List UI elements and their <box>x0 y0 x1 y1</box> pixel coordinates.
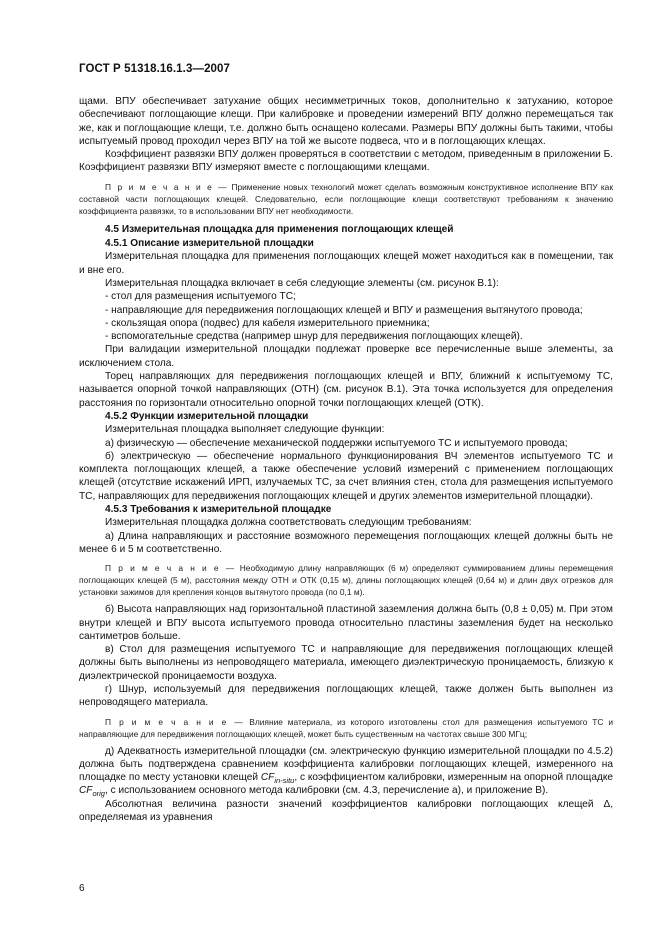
note <box>79 716 613 740</box>
list-item: - скользящая опора (подвес) для кабеля измерительного приемника; <box>105 317 430 329</box>
page-number: 6 <box>79 883 85 894</box>
note-text: Необходимую длину направляющих (6 м) определяют суммированием длины перемещения поглощающих клещей (5 м), расстояния между ОТН и ОТК (0,15 м), длины поглощающих клещей (0,64 м) и длин двух отрезков для установки зажимов для крепления концов вытянутого провода (по 0,1 м). <box>79 563 613 598</box>
paragraph: Измерительная площадка должна соответствовать следующим требованиям: <box>105 517 472 529</box>
subsection-heading: 4.5.1 Описание измерительной площадки <box>105 238 314 250</box>
paragraph: Измерительная площадка включает в себя следующие элементы (см. рисунок В.1): <box>105 277 499 289</box>
paragraph: а) физическую — обеспечение механической поддержки испытуемого ТС и испытуемого провода; <box>105 437 568 449</box>
note-label: П р и м е ч а н и е — <box>105 716 245 727</box>
paragraph: а) Длина направляющих и расстояние возможного перемещения поглощающих клещей должны быть не менее 6 и 5 м соответственно. <box>79 530 613 555</box>
subsection-heading: 4.5.3 Требования к измерительной площадке <box>105 504 332 516</box>
paragraph: Измерительная площадка для применения поглощающих клещей может находиться как в помещении, так и вне его. <box>79 251 613 276</box>
subsection-heading: 4.5.2 Функции измерительной площадки <box>105 410 309 422</box>
paragraph: Торец направляющих для передвижения поглощающих клещей и ВПУ, ближний к испытуемому ТС, называется опорной точкой направляющих (ОТН) (см. рисунок В.1). Эта точка используется для определения расстояния по горизонтали относительно опорной точки поглощающих клещей (ОТК). <box>79 371 613 409</box>
paragraph: Абсолютная величина разности значений коэффициентов калибровки поглощающих клещей Δ, определяемая из уравнения <box>79 798 613 824</box>
paragraph: Коэффициент развязки ВПУ должен проверяться в соответствии с методом, приведенным в приложении Б. Коэффициент развязки ВПУ измеряют вместе с поглощающими клещами. <box>79 149 613 174</box>
paragraph: Измерительная площадка выполняет следующие функции: <box>105 424 385 436</box>
paragraph: б) электрическую — обеспечение нормального функционирования ВЧ элементов испытуемого ТС и комплекта поглощающих клещей, а также обеспечение условий измерений с применением поглощающих клещей (отсутствие искажений ИРП, излучаемых ТС, за счет влияния стен, стола для размещения испытуемого ТС, направляющих для передвижения поглощающих клещей и других элементов измерительной площадки). <box>79 450 613 502</box>
paragraph: в) Стол для размещения испытуемого ТС и направляющие для передвижения поглощающих клещей должны быть выполнены из непроводящего материала, имеющего диэлектрическую проницаемость, близкую к диэлектрической проницаемости воздуха. <box>79 644 613 682</box>
note <box>79 562 613 598</box>
note <box>79 181 613 217</box>
note-label: П р и м е ч а н и е — <box>105 181 229 192</box>
paragraph: щами. ВПУ обеспечивает затухание общих несимметричных токов, дополнительно к затуханию, которое обеспечивают поглощающие клещи. При калибровке и проведении измерений ВПУ должно перемещаться так же, как и поглощающие клещи, т.е. должно быть оснащено колесами. Размеры ВПУ должны быть такими, чтобы испытуемый провод проходил через ВПУ на той же высоте подвеса, что и в поглощающих клещах. <box>79 96 613 147</box>
list-item: - стол для размещения испытуемого ТС; <box>105 291 296 303</box>
paragraph: б) Высота направляющих над горизонтальной пластиной заземления должна быть (0,8 ± 0,05) м. При этом внутри клещей и ВПУ высота испытуемого провода относительно пластины заземления будет на несколько сантиметров больше. <box>79 604 613 642</box>
document-code: ГОСТ Р 51318.16.1.3—2007 <box>79 63 231 75</box>
page-content <box>79 95 613 824</box>
list-item: - вспомогательные средства (например шнур для передвижения поглощающих клещей). <box>105 331 523 343</box>
section-heading: 4.5 Измерительная площадка для применения поглощающих клещей <box>105 223 454 235</box>
paragraph: г) Шнур, используемый для передвижения поглощающих клещей, также должен быть выполнен из непроводящего материала. <box>79 683 613 709</box>
list-item: - направляющие для передвижения поглощающих клещей и ВПУ и размещения вытянутого провода; <box>105 304 583 316</box>
note-label: П р и м е ч а н и е — <box>105 563 236 574</box>
paragraph: д) Адекватность измерительной площадки (см. электрическую функцию измерительной площадки по 4.5.2) должна быть подтверждена сравнением коэффициента калибровки поглощающих клещей, измеренного на площадке по месту установки клещей $CF_{in-situ}$, с коэффициентом калибровки, измеренным на опорной площадке $CF_{orig}$, с использованием основного метода калибровки (см. 4.3, перечисление а), и приложение В). <box>79 745 613 799</box>
note-text: Применение новых технологий может сделать возможным конструктивное исполнение ВПУ как составной части поглощающих клещей. Следовательно, если поглощающие клещи соответствуют требованиям к значению коэффициента развязки, то в использовании ВПУ нет необходимости. <box>79 181 613 216</box>
paragraph: При валидации измерительной площадки подлежат проверке все перечисленные выше элементы, за исключением стола. <box>79 344 613 369</box>
note-text: Влияние материала, из которого изготовлены стол для размещения испытуемого ТС и направляющие для передвижения поглощающих клещей, может быть существенным на частотах свыше 300 МГц; <box>79 716 614 739</box>
